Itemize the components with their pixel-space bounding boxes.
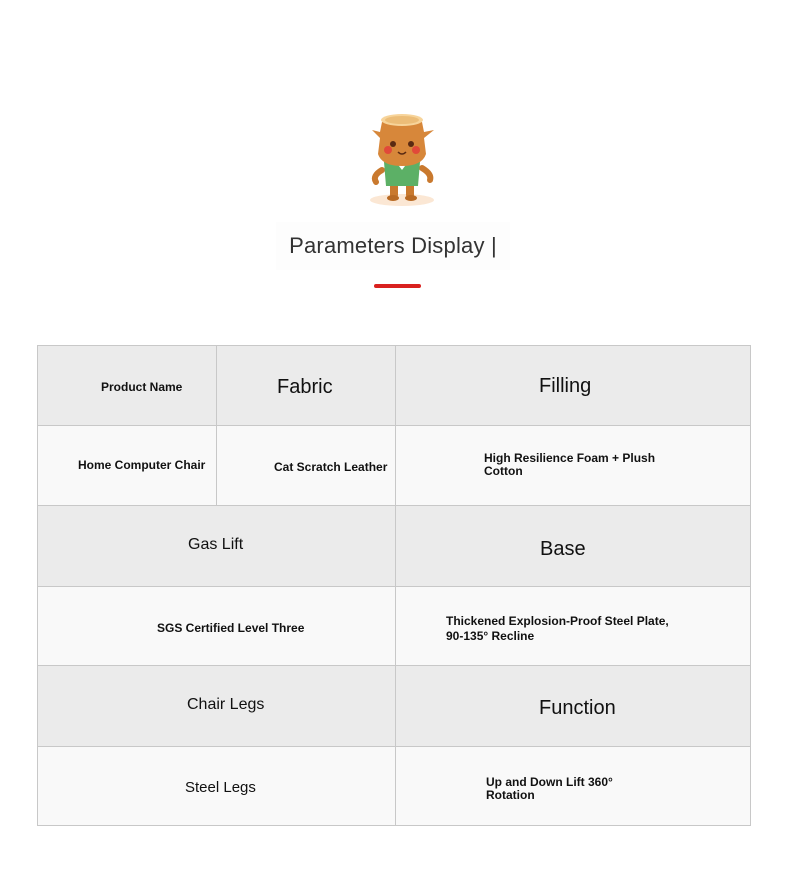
table-cell xyxy=(38,506,395,586)
mascot-illustration xyxy=(362,110,442,210)
header-gas-lift: Gas Lift xyxy=(188,536,244,553)
table-row xyxy=(38,506,750,587)
value-chair-legs: Steel Legs xyxy=(185,779,256,796)
header-product-name: Product Name xyxy=(101,380,183,394)
table-cell xyxy=(395,346,750,425)
table-row xyxy=(38,747,750,825)
value-base: Thickened Explosion-Proof Steel Plate, 90-135° Recline xyxy=(446,614,669,643)
table-cell xyxy=(216,346,395,425)
value-filling: High Resilience Foam + Plush Cotton xyxy=(484,451,656,478)
value-product-name: Home Computer Chair xyxy=(78,458,206,472)
table-cell xyxy=(38,346,216,425)
table-row xyxy=(38,666,750,747)
value-fabric: Cat Scratch Leather xyxy=(274,460,388,474)
table-cell xyxy=(395,426,750,505)
table-cell xyxy=(395,587,750,665)
header-fabric: Fabric xyxy=(277,376,333,398)
title-underline xyxy=(374,284,421,288)
table-cell xyxy=(38,666,395,746)
table-row xyxy=(38,426,750,506)
header-filling: Filling xyxy=(539,375,592,397)
table-cell xyxy=(395,506,750,586)
parameters-table xyxy=(37,345,751,826)
table-cell xyxy=(395,747,750,825)
value-gas-lift: SGS Certified Level Three xyxy=(157,621,305,635)
table-cell xyxy=(38,747,395,825)
table-row xyxy=(38,587,750,666)
table-cell xyxy=(216,426,395,505)
value-function: Up and Down Lift 360° Rotation xyxy=(486,775,613,802)
page-title: Parameters Display | xyxy=(276,222,510,270)
table-cell xyxy=(395,666,750,746)
table-row xyxy=(38,346,750,426)
header-base: Base xyxy=(540,538,586,560)
table-cell xyxy=(38,587,395,665)
header-function: Function xyxy=(539,697,616,719)
table-cell xyxy=(38,426,216,505)
header-chair-legs: Chair Legs xyxy=(187,696,265,713)
